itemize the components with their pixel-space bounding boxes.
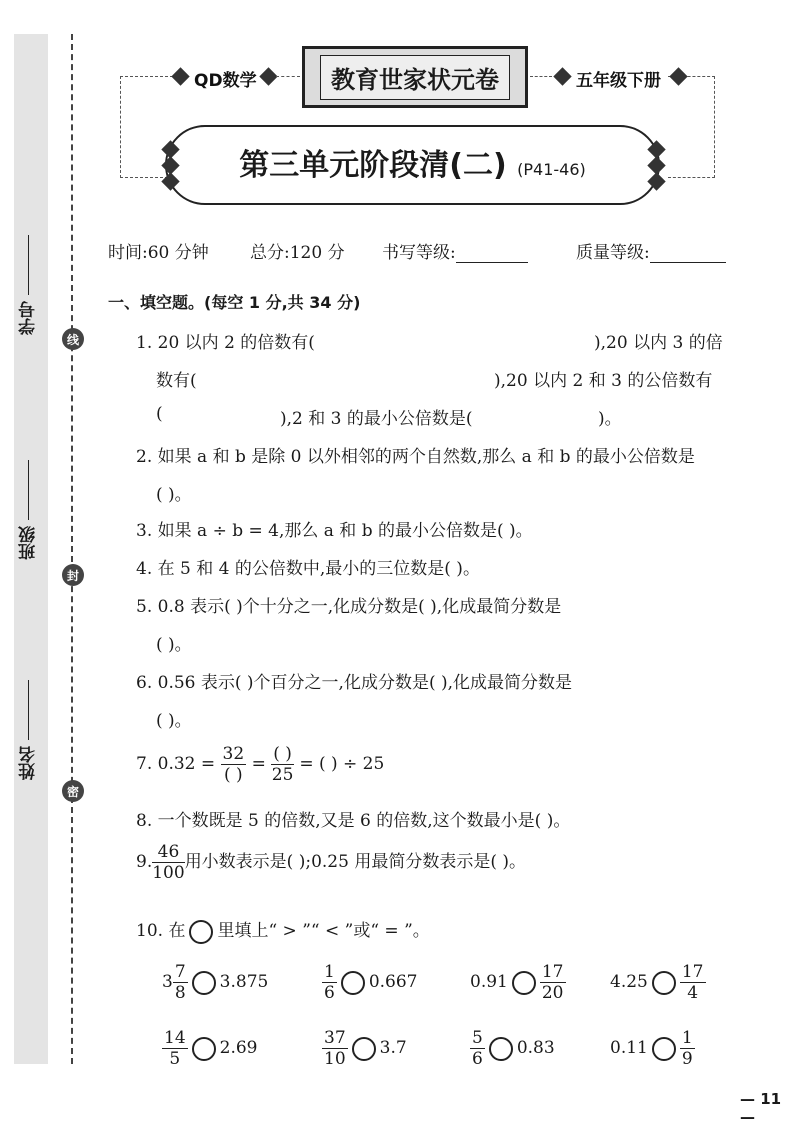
diamond-icon [553, 67, 571, 85]
question-3: 3. 如果 a ÷ b = 4,那么 a 和 b 的最小公倍数是( )。 [136, 521, 533, 541]
fraction: $\frac{( )}{25}$ [271, 744, 294, 785]
score-info: 总分:120 分 [250, 243, 345, 263]
question-4: 4. 在 5 和 4 的公倍数中,最小的三位数是( )。 [136, 559, 480, 579]
question-8: 8. 一个数既是 5 的倍数,又是 6 的倍数,这个数最小是( )。 [136, 811, 571, 831]
seal-mark-secret: 密 [62, 780, 84, 802]
compare-circle[interactable] [652, 971, 676, 995]
compare-item: 0.91 $\frac{17}{20}$ [470, 962, 564, 1003]
question-5-line-2: ( )。 [156, 635, 192, 655]
compare-item: $\frac{1}{6}$ 0.667 [324, 962, 418, 1003]
compare-item: 0.11 $\frac{1}{9}$ [610, 1028, 693, 1069]
compare-circle[interactable] [512, 971, 536, 995]
question-9: 9. $\frac{46}{100}$ 用小数表示是( );0.25 用最简分数表示是( )。 [136, 842, 527, 883]
writing-grade-field[interactable] [382, 238, 528, 263]
question-2-line-1: 2. 如果 a 和 b 是除 0 以外相邻的两个自然数,那么 a 和 b 的最小公倍数是 [136, 447, 695, 467]
time-info: 时间:60 分钟 [108, 243, 209, 263]
diamond-icon [259, 67, 277, 85]
compare-circle-icon [189, 920, 213, 944]
question-1-line-2: 数有( [156, 371, 197, 391]
compare-item: $\frac{14}{5}$ 2.69 [164, 1028, 258, 1069]
fraction: $\frac{7}{8}$ [174, 962, 186, 1003]
cut-line [71, 34, 73, 1064]
compare-item: $\frac{37}{10}$ 3.7 [324, 1028, 407, 1069]
banner-title: 教育世家状元卷 [320, 55, 510, 100]
seal-mark-line: 线 [62, 328, 84, 350]
name-field[interactable] [16, 680, 46, 780]
question-5-line-1: 5. 0.8 表示( )个十分之一,化成分数是( ),化成最简分数是 [136, 597, 562, 617]
class-field[interactable] [16, 460, 46, 560]
question-10: 10. 在 里填上“ > ”“ < ”或“ = ”。 [136, 916, 430, 944]
question-1-line-2-end: ),20 以内 2 和 3 的公倍数有 [494, 371, 713, 391]
question-1-line-1: 1. 20 以内 2 的倍数有( [136, 333, 315, 353]
fraction: $\frac{14}{5}$ [164, 1028, 186, 1069]
diamond-icon [171, 67, 189, 85]
compare-circle[interactable] [341, 971, 365, 995]
question-1-line-3-mid: ),2 和 3 的最小公倍数是( [280, 409, 473, 429]
compare-item: 4.25 $\frac{17}{4}$ [610, 962, 704, 1003]
compare-circle[interactable] [352, 1037, 376, 1061]
fraction: $\frac{32}{( )}$ [222, 744, 245, 785]
question-6-line-1: 6. 0.56 表示( )个百分之一,化成分数是( ),化成最简分数是 [136, 673, 573, 693]
compare-circle[interactable] [652, 1037, 676, 1061]
unit-pages: (P41-46) [517, 160, 586, 179]
compare-circle[interactable] [489, 1037, 513, 1061]
subject-tag: QD数学 [194, 71, 257, 91]
unit-title-text: 第三单元阶段清(二) [239, 148, 507, 183]
writing-grade-label: 书写等级: [382, 243, 456, 263]
question-2-line-2: ( )。 [156, 485, 192, 505]
question-1-line-3: ( [156, 404, 163, 424]
grade-tag: 五年级下册 [576, 71, 661, 91]
student-id-label: 学号 [19, 301, 39, 335]
fraction: $\frac{1}{9}$ [681, 1028, 693, 1069]
question-7: 7. 0.32 = $\frac{32}{( )}$ = $\frac{( )}{25}$ = ( ) ÷ 25 [136, 744, 385, 785]
fraction: $\frac{17}{4}$ [681, 962, 704, 1003]
name-label: 姓名 [19, 746, 39, 780]
compare-item: $\frac{5}{6}$ 0.83 [472, 1028, 555, 1069]
fraction: $\frac{46}{100}$ [152, 842, 185, 883]
compare-item: 3 $\frac{7}{8}$ 3.875 [162, 962, 269, 1003]
section-title: 一、填空题。(每空 1 分,共 34 分) [108, 293, 361, 312]
student-id-field[interactable] [16, 235, 46, 335]
fraction: $\frac{5}{6}$ [472, 1028, 483, 1069]
question-1-line-3-end: )。 [598, 409, 622, 429]
connector-right [668, 76, 715, 178]
fraction: $\frac{37}{10}$ [324, 1028, 346, 1069]
unit-title [165, 140, 660, 184]
compare-circle[interactable] [192, 971, 216, 995]
question-7-tail: = ( ) ÷ 25 [299, 754, 385, 774]
question-7-lead: 7. 0.32 = [136, 754, 216, 774]
page-number: — 11 — [740, 1090, 782, 1126]
quality-grade-label: 质量等级: [576, 243, 650, 263]
compare-circle[interactable] [192, 1037, 216, 1061]
seal-mark-seal: 封 [62, 564, 84, 586]
class-label: 班级 [19, 526, 39, 560]
fraction: $\frac{17}{20}$ [541, 962, 564, 1003]
question-1-line-1-end: ),20 以内 3 的倍 [594, 333, 723, 353]
question-6-line-2: ( )。 [156, 711, 192, 731]
fraction: $\frac{1}{6}$ [324, 962, 335, 1003]
quality-grade-field[interactable] [576, 238, 726, 263]
series-banner [302, 46, 528, 108]
